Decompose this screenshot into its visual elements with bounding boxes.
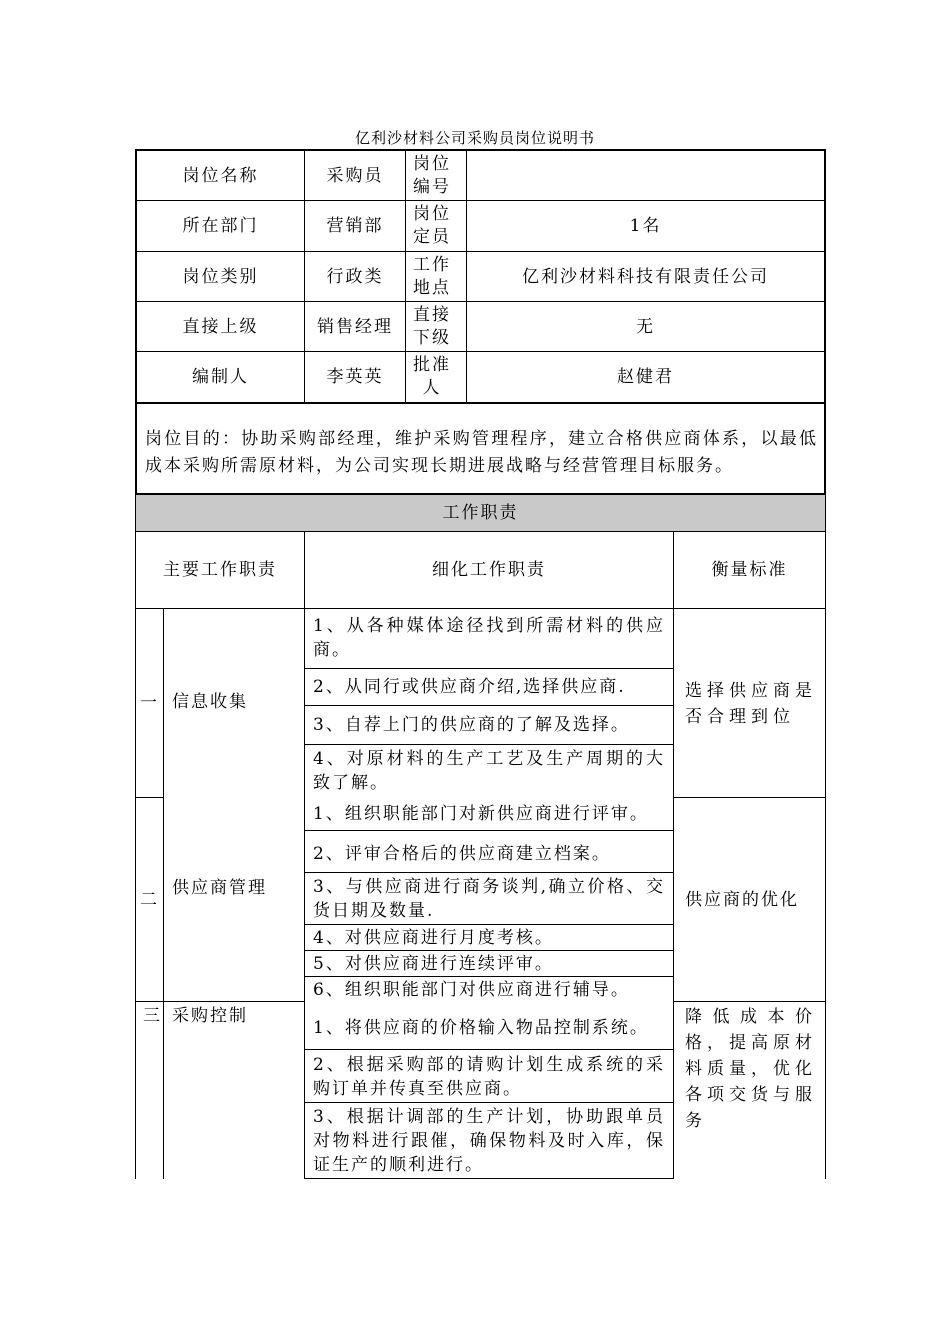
section-standard: 选择供应商是否合理到位 xyxy=(685,681,817,727)
border-line xyxy=(825,495,826,1179)
section-number: 三 xyxy=(143,1006,162,1026)
section-number: 一 xyxy=(140,692,159,713)
section-number: 二 xyxy=(140,889,159,910)
label-approver: 批准人 xyxy=(413,355,451,398)
duty-item: 4、对原材料的生产工艺及生产周期的大致了解。 xyxy=(313,749,665,793)
border-line xyxy=(304,1049,674,1050)
document-title: 亿利沙材料公司采购员岗位说明书 xyxy=(354,129,595,147)
duty-item: 2、根据采购部的请购计划生成系统的采购订单并传真至供应商。 xyxy=(313,1055,665,1099)
border-line xyxy=(304,744,674,745)
duty-item: 2、从同行或供应商介绍,选择供应商. xyxy=(313,677,626,697)
value-department: 营销部 xyxy=(326,216,384,236)
position-purpose: 岗位目的：协助采购部经理，维护采购管理程序，建立合格供应商体系，以最低成本采购所需原材料，为公司实现长期进展战略与经营管理目标服务。 xyxy=(145,429,818,476)
label-department: 所在部门 xyxy=(182,216,259,236)
value-supervisor: 销售经理 xyxy=(317,316,393,337)
border-line xyxy=(163,608,164,1179)
duty-item: 3、与供应商进行商务谈判,确立价格、交货日期及数量. xyxy=(313,877,665,921)
label-subordinate: 直接下级 xyxy=(413,304,451,348)
section-standard: 降低成本价格，提高原材料质量，优化各项交货与服务 xyxy=(685,1007,817,1131)
value-approver: 赵健君 xyxy=(617,367,674,387)
border-line xyxy=(304,924,674,925)
border-line xyxy=(304,976,674,977)
border-line xyxy=(673,797,825,798)
duty-item: 1、将供应商的价格输入物品控制系统。 xyxy=(313,1018,649,1038)
label-headcount: 岗位定员 xyxy=(413,204,451,247)
duty-item: 2、评审合格后的供应商建立档案。 xyxy=(313,844,611,864)
duty-item: 1、从各种媒体途径找到所需材料的供应商。 xyxy=(313,616,665,660)
label-supervisor: 直接上级 xyxy=(182,316,259,337)
border-line xyxy=(304,705,674,706)
col-standard: 衡量标准 xyxy=(711,560,788,580)
border-line xyxy=(304,830,674,831)
value-headcount: 1名 xyxy=(629,216,662,236)
duty-item: 4、对供应商进行月度考核。 xyxy=(313,928,554,948)
value-position-code xyxy=(467,151,824,200)
border-line xyxy=(135,402,826,404)
duties-header: 工作职责 xyxy=(442,503,519,523)
section-standard: 供应商的优化 xyxy=(685,890,799,910)
border-line xyxy=(304,872,674,873)
section-name: 信息收集 xyxy=(172,692,248,712)
section-name: 供应商管理 xyxy=(172,878,267,898)
label-position-name: 岗位名称 xyxy=(182,165,259,186)
col-main-duties: 主要工作职责 xyxy=(163,560,277,580)
duty-item: 1、组织职能部门对新供应商进行评审。 xyxy=(313,804,649,824)
value-category: 行政类 xyxy=(326,266,384,287)
border-line xyxy=(304,950,674,951)
border-line xyxy=(304,608,305,1179)
border-line xyxy=(405,149,406,403)
duty-item: 3、自荐上门的供应商的了解及选择。 xyxy=(313,715,630,735)
border-line xyxy=(135,1001,305,1002)
border-line xyxy=(304,668,674,669)
duty-item: 3、根据计调部的生产计划，协助跟单员对物料进行跟催，确保物料及时入库，保证生产的顺利进行。 xyxy=(313,1107,665,1175)
label-location: 工作地点 xyxy=(413,254,451,298)
label-position-code: 岗位编号 xyxy=(413,153,451,197)
border-line xyxy=(135,608,826,609)
value-author: 李英英 xyxy=(326,367,384,387)
col-detail-duties: 细化工作职责 xyxy=(432,560,546,580)
duty-item: 5、对供应商进行连续评审。 xyxy=(313,954,554,974)
value-subordinate: 无 xyxy=(636,316,655,337)
label-category: 岗位类别 xyxy=(182,266,259,287)
section-name: 采购控制 xyxy=(172,1006,248,1026)
label-author: 编制人 xyxy=(192,367,249,387)
border-line xyxy=(304,1178,674,1179)
border-line xyxy=(673,608,674,1179)
border-line xyxy=(304,1102,674,1103)
value-position-name: 采购员 xyxy=(326,165,384,186)
value-location: 亿利沙材料科技有限责任公司 xyxy=(522,266,769,287)
duty-item: 6、组织职能部门对供应商进行辅导。 xyxy=(313,980,630,1000)
border-line xyxy=(673,1001,825,1002)
